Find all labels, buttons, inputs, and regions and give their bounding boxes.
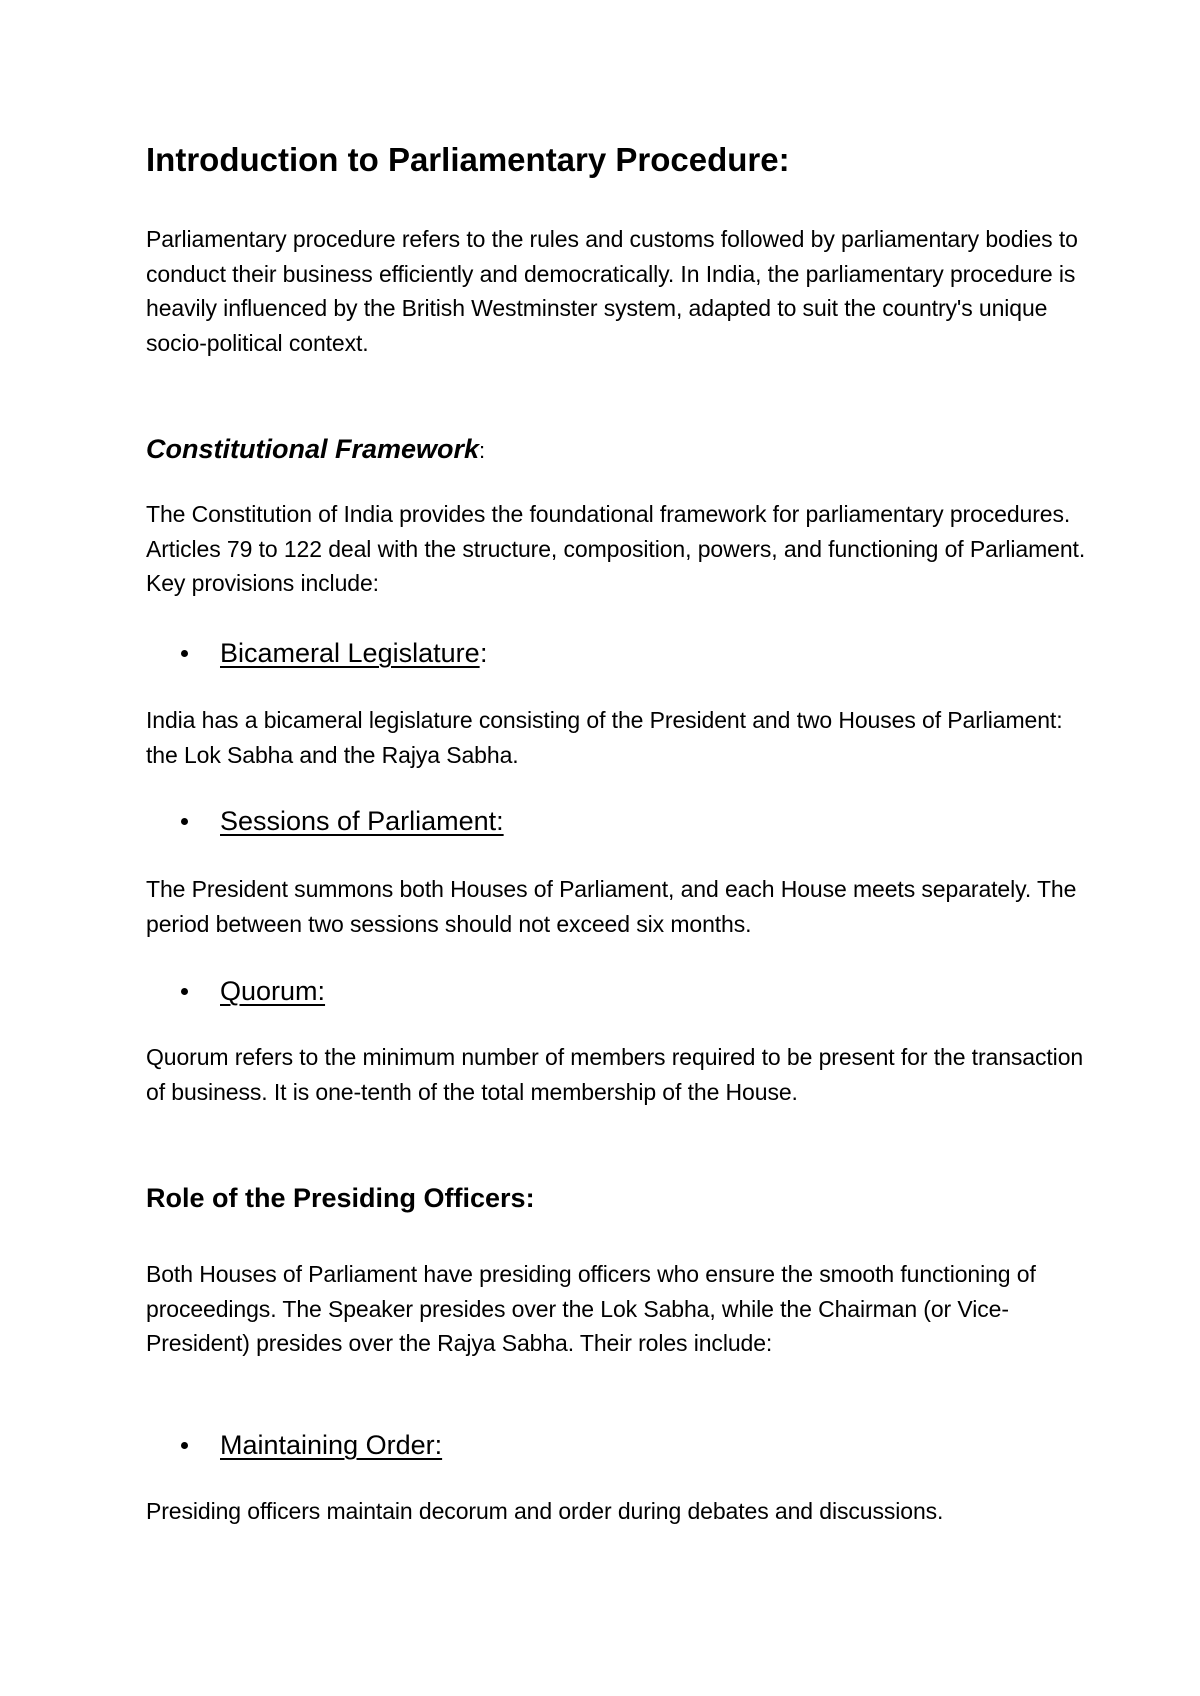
- constitutional-framework-heading-text: Constitutional Framework: [146, 434, 480, 464]
- bullet-dot: [181, 1442, 188, 1449]
- bullet-dot: [181, 988, 188, 995]
- bullet-label-sessions: Sessions of Parliament:: [220, 806, 504, 836]
- bullet-dot: [181, 818, 188, 825]
- bullet-label-maintaining-order: Maintaining Order:: [220, 1430, 443, 1460]
- constitutional-framework-paragraph: The Constitution of India provides the foundational framework for parliamentary procedures. Articles 79 to 122 deal with the structure, composition, powers, and functioning of Parliament. Key provisions include:: [146, 501, 1086, 596]
- sessions-paragraph: The President summons both Houses of Parliament, and each House meets separately. The period between two sessions should not exceed six months.: [146, 876, 1077, 937]
- intro-paragraph: Parliamentary procedure refers to the rules and customs followed by parliamentary bodies to conduct their business efficiently and democratically. In India, the parliamentary procedure is heavily influenced by the British Westminster system, adapted to suit the country's unique socio-political context.: [146, 226, 1078, 356]
- bullet-dot: [181, 650, 188, 657]
- document-title: Introduction to Parliamentary Procedure:: [146, 141, 790, 178]
- bicameral-paragraph: India has a bicameral legislature consisting of the President and two Houses of Parliament: the Lok Sabha and the Rajya Sabha.: [146, 707, 1063, 768]
- bullet-label-bicameral: [220, 636, 480, 670]
- bullet-label-quorum: Quorum:: [220, 976, 326, 1006]
- bullet-label-bicameral-colon: :: [480, 638, 488, 668]
- presiding-officers-paragraph: Both Houses of Parliament have presiding officers who ensure the smooth functioning of proceedings. The Speaker presides over the Lok Sabha, while the Chairman (or Vice-President) presides over the Rajya Sabha. Their roles include:: [146, 1261, 1036, 1356]
- presiding-officers-heading: Role of the Presiding Officers:: [146, 1183, 535, 1213]
- constitutional-framework-heading: [146, 432, 1086, 468]
- maintaining-order-paragraph: Presiding officers maintain decorum and order during debates and discussions.: [146, 1498, 944, 1524]
- bullet-label-bicameral-text: Bicameral Legislature: [220, 638, 480, 668]
- constitutional-framework-heading-colon: :: [479, 438, 486, 463]
- quorum-paragraph: Quorum refers to the minimum number of members required to be present for the transaction of business. It is one-tenth of the total membership of the House.: [146, 1044, 1084, 1105]
